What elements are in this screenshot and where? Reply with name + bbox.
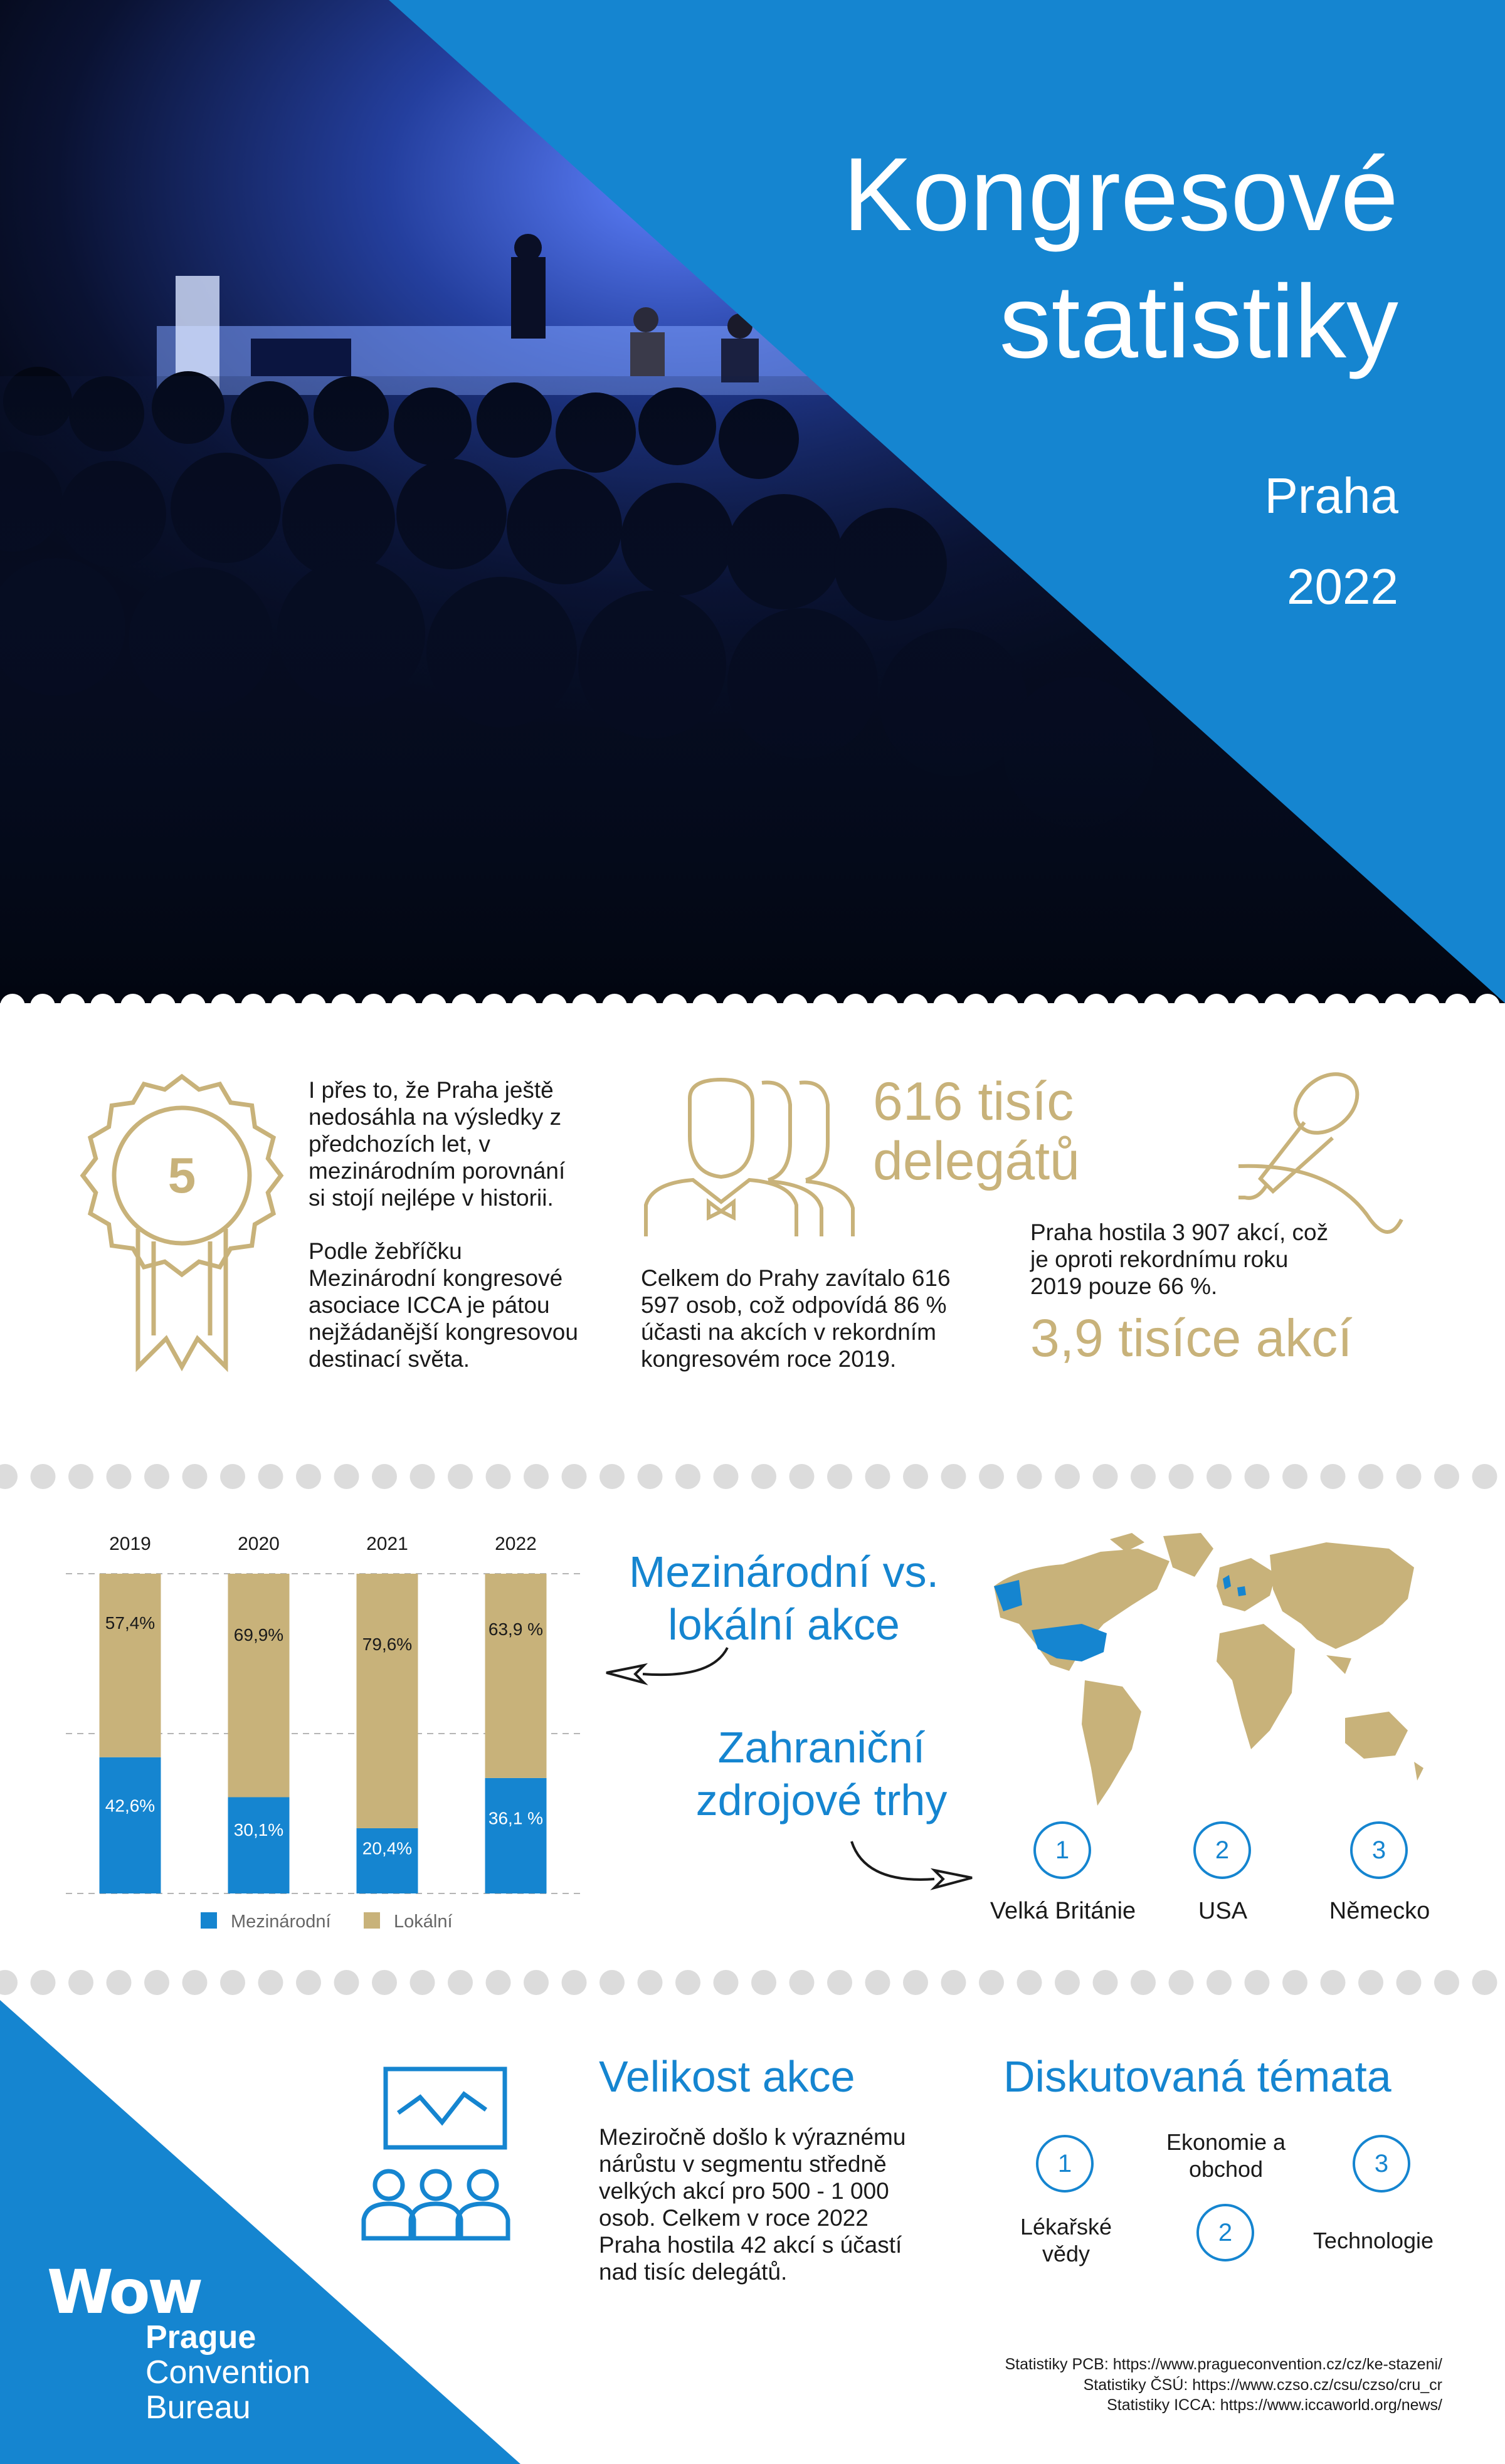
source-pcb: Statistiky PCB: https://www.pragueconvention.cz/cz/ke-stazeni/ — [1005, 2356, 1442, 2373]
perforation-dot — [1264, 994, 1289, 1019]
x-tick-label: 2019 — [109, 1534, 151, 1554]
bar-segment-mezinárodní — [485, 1778, 547, 1893]
x-tick-label: 2021 — [366, 1534, 408, 1554]
perforation-dot — [752, 994, 778, 1019]
topics-title: Diskutovaná témata — [1003, 2052, 1391, 2101]
perforation-dot — [391, 994, 416, 1019]
divider-dot — [296, 1464, 321, 1489]
topic-rank-3: 3 — [1353, 2135, 1410, 2193]
divider-dot — [979, 1970, 1004, 1995]
divider-dot — [751, 1464, 776, 1489]
intl-vs-local-title-line2: lokální akce — [668, 1600, 900, 1649]
perforation-dot — [1415, 994, 1440, 1019]
ranking-text-1: I přes to, že Praha ještě nedosáhla na výsledky z předchozích let, v mezinárodním porovnání si stojí nejlépe v historii. — [309, 1077, 566, 1211]
perforation-dot — [1324, 994, 1349, 1019]
event-size-title: Velikost akce — [599, 2052, 855, 2101]
divider-dot — [144, 1970, 169, 1995]
source-csu: Statistiky ČSÚ: https://www.czso.cz/csu/czso/cru_cr — [1083, 2376, 1442, 2394]
divider-dot — [220, 1464, 245, 1489]
events-text: Praha hostila 3 907 akcí, což je oproti rekordnímu roku 2019 pouze 66 %. — [1030, 1219, 1329, 1299]
market-rank-2: 2 — [1193, 1821, 1251, 1879]
x-tick-label: 2022 — [495, 1534, 537, 1554]
source-markets-title — [690, 1721, 953, 1826]
perforation-dot — [1054, 994, 1079, 1019]
divider-dot — [865, 1464, 890, 1489]
divider-dot — [714, 1464, 739, 1489]
divider-dot — [675, 1970, 700, 1995]
divider-dot — [258, 1970, 283, 1995]
divider-dot — [258, 1464, 283, 1489]
perforation-dot — [1204, 994, 1229, 1019]
perforation-dot — [361, 994, 386, 1019]
divider-dot — [1093, 1970, 1118, 1995]
divider-dot — [334, 1464, 359, 1489]
market-name-2: USA — [1198, 1898, 1248, 1924]
divider-dot — [448, 1464, 473, 1489]
topic-rank-2: 2 — [1196, 2204, 1254, 2261]
source-markets-title-line2: zdrojové trhy — [695, 1776, 948, 1824]
perforation-dot — [241, 994, 266, 1019]
perforation-dot — [271, 994, 296, 1019]
dotted-divider — [0, 1458, 1505, 1495]
logo-line-prague: Prague — [145, 2319, 256, 2356]
delegates-headline — [873, 1072, 1080, 1191]
divider-dot — [1245, 1464, 1270, 1489]
divider-dot — [1055, 1464, 1080, 1489]
divider-dot — [1017, 1464, 1042, 1489]
market-rank-1: 1 — [1033, 1821, 1091, 1879]
arrow-right-icon — [847, 1834, 985, 1903]
logo-wow: Wow — [47, 2257, 201, 2327]
perforation-dot — [120, 994, 145, 1019]
perforation-dot — [1023, 994, 1048, 1019]
divider-dot — [1358, 1464, 1383, 1489]
perforation-dot — [1174, 994, 1199, 1019]
divider-dot — [865, 1970, 890, 1995]
market-rank-3: 3 — [1350, 1821, 1408, 1879]
divider-dot — [751, 1970, 776, 1995]
divider-dot — [0, 1464, 18, 1489]
source-icca: Statistiky ICCA: https://www.iccaworld.org/news/ — [1107, 2396, 1442, 2414]
data-label: 69,9% — [233, 1624, 284, 1645]
divider-dot — [410, 1464, 435, 1489]
divider-dot — [827, 1464, 852, 1489]
hero-year: 2022 — [1287, 559, 1398, 614]
perforation-dot — [452, 994, 477, 1019]
delegates-people-icon — [633, 1073, 859, 1243]
divider-dot — [789, 1970, 815, 1995]
source-markets-title-line1: Zahraniční — [717, 1723, 926, 1772]
bar-segment-lokální — [485, 1574, 547, 1778]
perforation-dot — [90, 994, 115, 1019]
delegates-text: Celkem do Prahy zavítalo 616 597 osob, což odpovídá 86 % účasti na akcích v rekordním kongresovém roce 2019. — [641, 1265, 951, 1372]
bar-segment-lokální — [357, 1574, 418, 1828]
legend-swatch — [201, 1912, 217, 1929]
dotted-divider-2 — [0, 1964, 1505, 2001]
perforation-dot — [1385, 994, 1410, 1019]
divider-dot — [675, 1464, 700, 1489]
divider-dot — [486, 1464, 511, 1489]
divider-dot — [562, 1464, 587, 1489]
topic-name-1: Lékařské vědy — [1020, 2214, 1112, 2267]
perforation-dot — [181, 994, 206, 1019]
stacked-bar-chart — [56, 1524, 589, 1944]
divider-dot — [31, 1464, 56, 1489]
perforation-dot — [482, 994, 507, 1019]
perforation-dot — [0, 994, 25, 1019]
divider-dot — [1207, 1464, 1232, 1489]
logo-line-bureau: Bureau — [145, 2389, 251, 2426]
divider-dot — [1131, 1970, 1156, 1995]
divider-dot — [144, 1464, 169, 1489]
divider-dot — [1207, 1970, 1232, 1995]
topic-name-3: Technologie — [1312, 2228, 1434, 2253]
data-label: 63,9 % — [488, 1619, 544, 1639]
hero-title-line1: Kongresové — [843, 137, 1398, 253]
divider-dot — [31, 1970, 56, 1995]
divider-dot — [1169, 1970, 1194, 1995]
divider-dot — [448, 1970, 473, 1995]
divider-dot — [562, 1970, 587, 1995]
perforation-dot — [662, 994, 687, 1019]
divider-dot — [296, 1970, 321, 1995]
divider-dot — [68, 1970, 93, 1995]
bar-segment-lokální — [228, 1574, 290, 1797]
perforation-dot — [692, 994, 717, 1019]
perforation-dot — [1445, 994, 1470, 1019]
perforation-dot — [421, 994, 446, 1019]
perforation-dot — [993, 994, 1018, 1019]
data-label: 20,4% — [362, 1838, 413, 1858]
perforation-dot — [1294, 994, 1319, 1019]
divider-dot — [1397, 1970, 1422, 1995]
divider-dot — [903, 1970, 928, 1995]
divider-dot — [638, 1464, 663, 1489]
arrow-left-icon — [599, 1641, 737, 1698]
divider-dot — [1321, 1464, 1346, 1489]
perforation-dot — [30, 994, 55, 1019]
legend-label: Mezinárodní — [231, 1912, 331, 1932]
divider-dot — [107, 1464, 132, 1489]
divider-dot — [789, 1464, 815, 1489]
logo-line-convention: Convention — [145, 2354, 311, 2391]
data-label: 30,1% — [233, 1819, 284, 1840]
hero-section — [0, 0, 1505, 1003]
divider-dot — [1169, 1464, 1194, 1489]
wow-prague-logo — [47, 2257, 201, 2327]
divider-dot — [334, 1970, 359, 1995]
divider-dot — [827, 1970, 852, 1995]
topic-rank-1: 1 — [1036, 2135, 1094, 2193]
divider-dot — [1282, 1970, 1307, 1995]
divider-dot — [372, 1970, 397, 1995]
perforation-dot — [873, 994, 898, 1019]
perforation-dot — [1144, 994, 1169, 1019]
divider-dot — [1397, 1464, 1422, 1489]
market-name-3: Německo — [1329, 1898, 1430, 1924]
perforation-dot — [1114, 994, 1139, 1019]
perforation-dot — [211, 994, 236, 1019]
presentation-audience-icon — [361, 2063, 511, 2257]
hero-title-line2: statistiky — [999, 263, 1398, 380]
divider-dot — [903, 1464, 928, 1489]
perforation-dot — [632, 994, 657, 1019]
delegates-headline-line1: 616 tisíc — [873, 1071, 1074, 1132]
ranking-number: 5 — [167, 1147, 196, 1203]
intl-vs-local-title-line1: Mezinárodní vs. — [628, 1547, 939, 1596]
perforation-dot — [331, 994, 356, 1019]
hero-title — [843, 132, 1398, 386]
divider-dot — [714, 1970, 739, 1995]
divider-dot — [1131, 1464, 1156, 1489]
market-name-1: Velká Británie — [990, 1898, 1136, 1924]
divider-dot — [1245, 1970, 1270, 1995]
topic-name-2: Ekonomie a obchod — [1166, 2129, 1286, 2182]
perforation-dot — [963, 994, 988, 1019]
divider-dot — [182, 1464, 208, 1489]
divider-dot — [524, 1464, 549, 1489]
intl-vs-local-title — [605, 1545, 963, 1651]
divider-dot — [0, 1970, 18, 1995]
divider-dot — [68, 1464, 93, 1489]
perforation-dot — [1234, 994, 1259, 1019]
data-label: 57,4% — [105, 1613, 156, 1633]
perforation-dot — [1084, 994, 1109, 1019]
perforation-dot — [602, 994, 627, 1019]
delegates-headline-line2: delegátů — [873, 1130, 1080, 1191]
perforation-dot — [301, 994, 326, 1019]
perforation-dot — [933, 994, 958, 1019]
divider-dot — [1017, 1970, 1042, 1995]
perforation-dot — [60, 994, 85, 1019]
perforation-dot — [150, 994, 176, 1019]
divider-dot — [486, 1970, 511, 1995]
divider-dot — [1472, 1970, 1497, 1995]
perforation-dot — [572, 994, 597, 1019]
events-headline: 3,9 tisíce akcí — [1030, 1308, 1353, 1367]
ranking-text-2: Podle žebříčku Mezinárodní kongresové asociace ICCA je pátou nejžádanější kongresovou destinací světa. — [309, 1238, 578, 1372]
perforation-dot — [783, 994, 808, 1019]
perforated-edge — [0, 984, 1505, 1028]
perforation-dot — [542, 994, 567, 1019]
divider-dot — [1472, 1464, 1497, 1489]
event-size-text: Meziročně došlo k výraznému nárůstu v segmentu středně velkých akcí pro 500 - 1 000 osob. Celkem v roce 2022 Praha hostila 42 akcí s účastí nad tisíc delegátů. — [599, 2124, 906, 2285]
legend-swatch — [364, 1912, 380, 1929]
bar-segment-lokální — [100, 1574, 161, 1757]
divider-dot — [599, 1464, 625, 1489]
divider-dot — [182, 1970, 208, 1995]
x-tick-label: 2020 — [238, 1534, 280, 1554]
data-label: 79,6% — [362, 1634, 413, 1654]
legend-label: Lokální — [394, 1912, 453, 1932]
divider-dot — [220, 1970, 245, 1995]
divider-dot — [524, 1970, 549, 1995]
data-label: 42,6% — [105, 1796, 156, 1816]
perforation-dot — [843, 994, 868, 1019]
perforation-dot — [512, 994, 537, 1019]
divider-dot — [979, 1464, 1004, 1489]
perforation-dot — [722, 994, 747, 1019]
divider-dot — [1055, 1970, 1080, 1995]
divider-dot — [599, 1970, 625, 1995]
bar-segment-mezinárodní — [100, 1757, 161, 1893]
world-map-illustration — [975, 1530, 1427, 1824]
divider-dot — [1093, 1464, 1118, 1489]
divider-dot — [638, 1970, 663, 1995]
award-rosette-icon — [78, 1072, 285, 1386]
hero-city: Praha — [1264, 468, 1398, 524]
perforation-dot — [813, 994, 838, 1019]
sources — [878, 2354, 1442, 2416]
divider-dot — [1358, 1970, 1383, 1995]
logo-text — [145, 2320, 310, 2425]
divider-dot — [941, 1464, 966, 1489]
divider-dot — [107, 1970, 132, 1995]
data-label: 36,1 % — [488, 1808, 544, 1828]
perforation-dot — [1354, 994, 1380, 1019]
divider-dot — [941, 1970, 966, 1995]
divider-dot — [1434, 1970, 1459, 1995]
perforation-dot — [903, 994, 928, 1019]
bar-segment-mezinárodní — [228, 1797, 290, 1893]
divider-dot — [1282, 1464, 1307, 1489]
bar-segment-mezinárodní — [357, 1828, 418, 1893]
perforation-dot — [1475, 994, 1500, 1019]
divider-dot — [1434, 1464, 1459, 1489]
divider-dot — [410, 1970, 435, 1995]
divider-dot — [1321, 1970, 1346, 1995]
divider-dot — [372, 1464, 397, 1489]
